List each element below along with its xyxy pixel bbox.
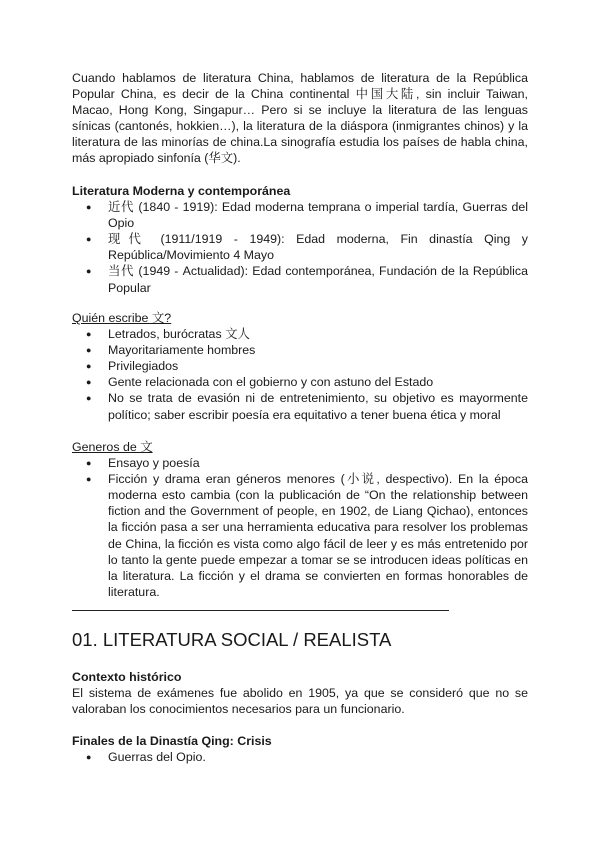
generos-section	[72, 439, 528, 600]
section-title: 01. LITERATURA SOCIAL / REALISTA	[72, 629, 392, 650]
generos-heading: Generos de 文	[72, 440, 153, 454]
horizontal-divider	[72, 610, 449, 611]
intro-text: Cuando hablamos de literatura China, hablamos de literatura de la República Popular China, es decir de la China continental 中国大陆, sin incluir Taiwan, Macao, Hong Kong, Singapur… Pero si se incluye la literatura de las lenguas sínicas (cantonés, hokkien…), la literatura de la diáspora (inmigrantes chinos) y la literatura de las minorías de china.La sinografía estudia los países de habla china, más apropiado sinfonía (华文).	[72, 71, 528, 166]
finales-section	[72, 733, 528, 765]
generos-list	[72, 455, 528, 600]
list-item: ● Gente relacionada con el gobierno y con astuno del Estado	[72, 374, 528, 390]
list-item: ● Mayoritariamente hombres	[72, 342, 528, 358]
list-item: ● Privilegiados	[72, 358, 528, 374]
quien-heading: Quién escribe 文?	[72, 311, 172, 325]
list-item: ● 近代 (1840 - 1919): Edad moderna temprana o imperial tardía, Guerras del Opio	[72, 199, 528, 231]
contexto-text: El sistema de exámenes fue abolido en 1905, ya que se consideró que no se valoraban los conocimientos necesarios para un funcionario.	[72, 686, 528, 717]
contexto-heading: Contexto histórico	[72, 670, 182, 684]
quien-list	[72, 326, 528, 423]
contexto-section	[72, 669, 528, 717]
list-item: ● 当代 (1949 - Actualidad): Edad contemporánea, Fundación de la República Popular	[72, 263, 528, 295]
list-item: ● No se trata de evasión ni de entretenimiento, su objetivo es mayormente político; saber escribir poesía era equitativo a tener buena ética y moral	[72, 390, 528, 422]
moderna-section	[72, 183, 528, 296]
finales-list	[72, 749, 528, 765]
list-item: ● Guerras del Opio.	[72, 749, 528, 765]
intro-paragraph	[72, 70, 528, 167]
quien-section	[72, 310, 528, 423]
moderna-heading: Literatura Moderna y contemporánea	[72, 184, 291, 198]
list-item: ● Ficción y drama eran géneros menores (小说, despectivo). En la época moderna esto cambia (con la publicación de “On the relationship between fiction and the Government of people, en 1902, de Liang Qichao), entonces la ficción pasa a ser una herramienta educativa para resolver los problemas de China, la ficción es vista como algo fácil de leer y es más entretenido por lo tanto la gente puede empezar a tomar se se introducen ideas políticas en la literatura. La ficción y el drama se convierten en formas honorables de literatura.	[72, 471, 528, 600]
list-item: ● 现代 (1911/1919 - 1949): Edad moderna, Fin dinastía Qing y República/Movimiento 4 Mayo	[72, 231, 528, 263]
list-item: ● Letrados, burócratas 文人	[72, 326, 528, 342]
moderna-list	[72, 199, 528, 296]
finales-heading: Finales de la Dinastía Qing: Crisis	[72, 734, 272, 748]
list-item: ● Ensayo y poesía	[72, 455, 528, 471]
